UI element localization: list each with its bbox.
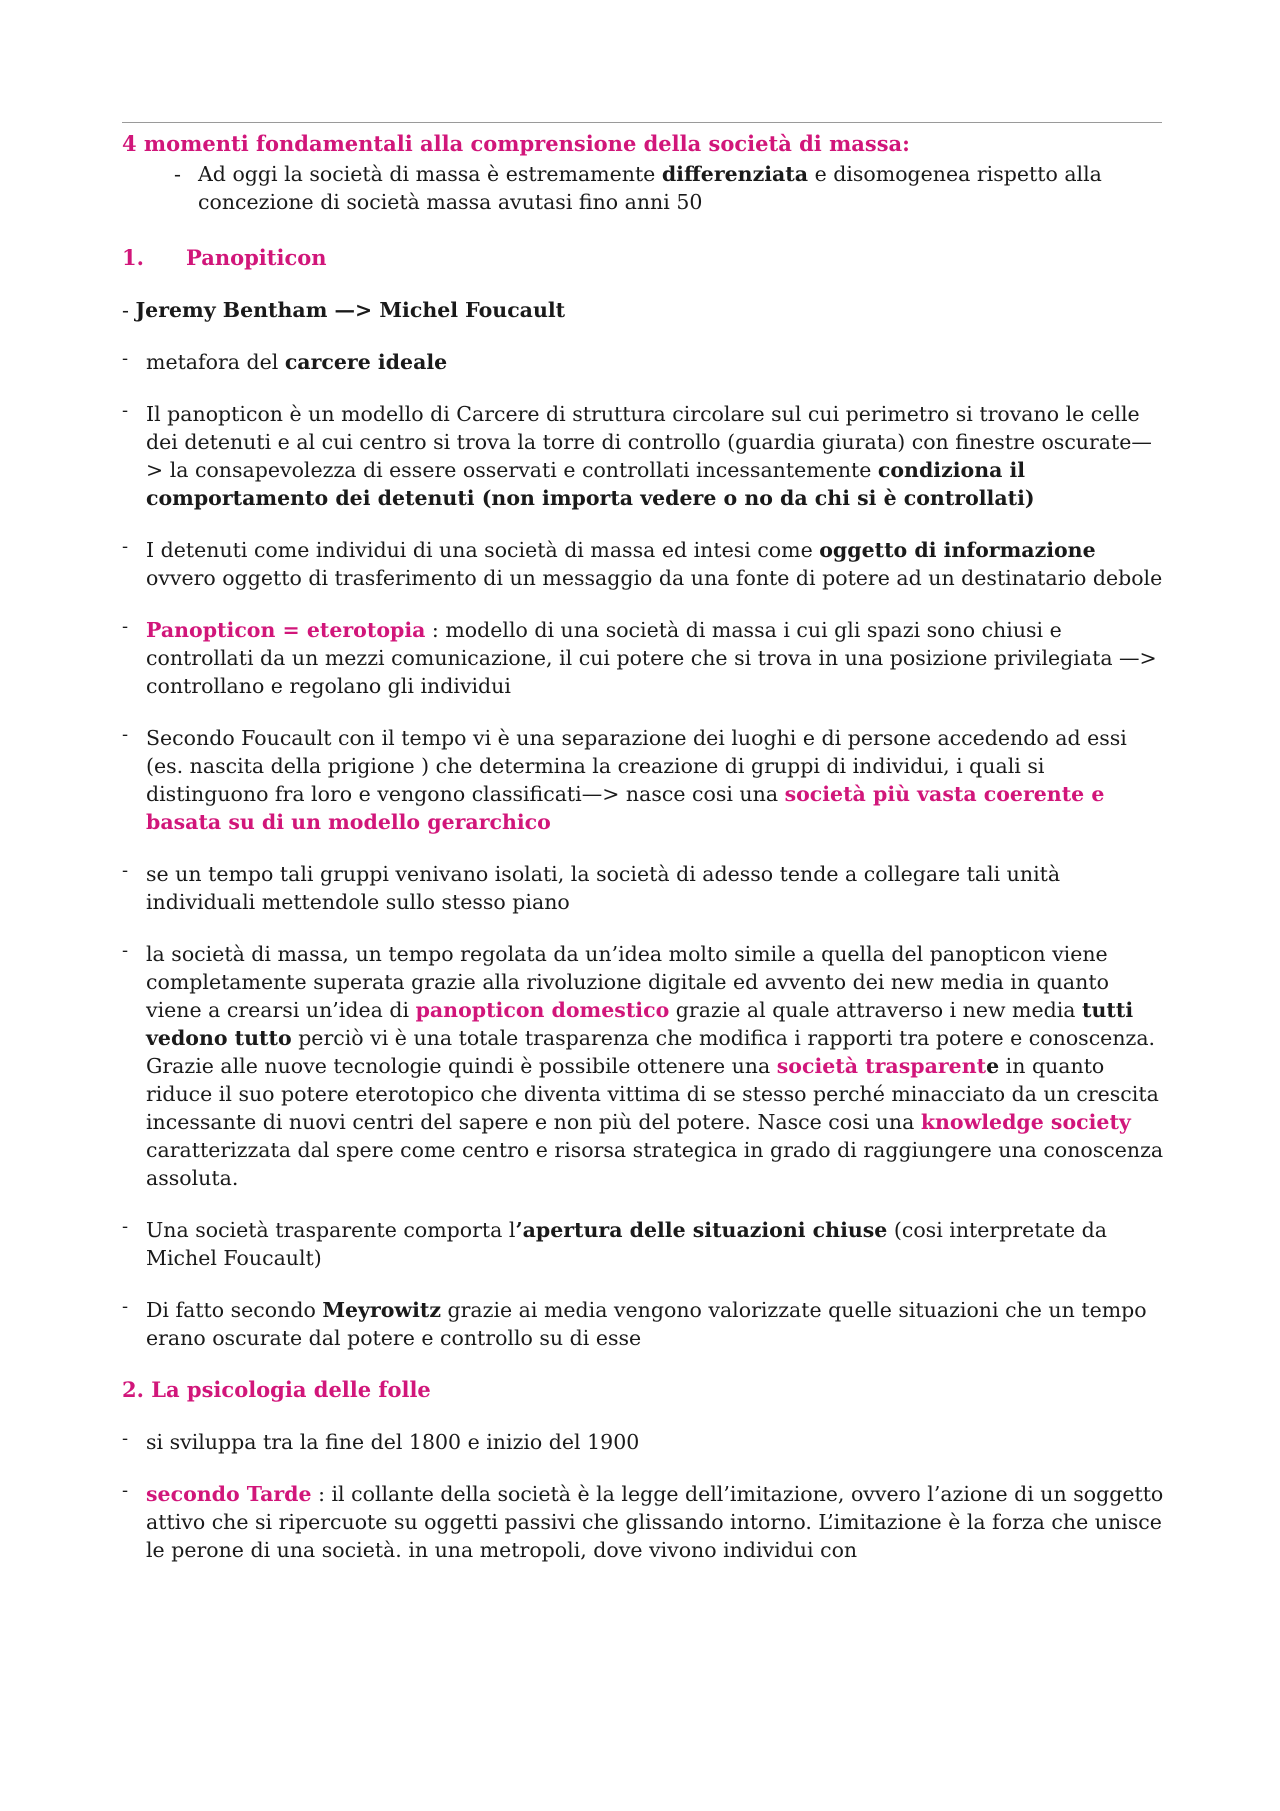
text: grazie ai media vengono valorizzate quelle situazioni che un tempo erano oscurate dal potere e controllo su di esse bbox=[146, 1298, 1147, 1350]
top-rule bbox=[122, 122, 1162, 123]
bullet-dash: - bbox=[122, 1296, 129, 1317]
text: metafora del bbox=[146, 350, 285, 374]
text: (cosi interpretate da Michel Foucault) bbox=[146, 1218, 1107, 1270]
text: ovvero oggetto di trasferimento di un messaggio da una fonte di potere ad un destinatario debole bbox=[146, 566, 1163, 590]
bullet-dash: - bbox=[122, 1216, 129, 1237]
list-item bbox=[122, 616, 1167, 700]
highlight-text: panopticon domestico bbox=[415, 998, 670, 1022]
text: I detenuti come individui di una società di massa ed intesi come bbox=[146, 538, 820, 562]
bold-text: tutti vedono tutto bbox=[146, 998, 1134, 1050]
list-item bbox=[122, 348, 1167, 376]
text: Ad oggi la società di massa è estremamente bbox=[198, 162, 662, 186]
text: : modello di una società di massa i cui gli spazi sono chiusi e controllati da un mezzi comunicazione, il cui potere che si trova in una posizione privilegiata —> controllano e regolano gli individui bbox=[146, 618, 1157, 698]
document-body bbox=[122, 130, 1167, 1564]
bullet-dash: - bbox=[122, 400, 129, 421]
list-item bbox=[122, 1428, 1167, 1456]
document-title: 4 momenti fondamentali alla comprensione della società di massa: bbox=[122, 131, 910, 156]
text: Il panopticon è un modello di Carcere di struttura circolare sul cui perimetro si trovano le celle dei detenuti e al cui centro si trova la torre di controllo (guardia giurata) con finestre oscurate—> la consapevolezza di essere osservati e controllati incessantemente bbox=[146, 402, 1152, 482]
bullet-dash: - bbox=[122, 298, 136, 322]
bold-text: Meyrowitz bbox=[322, 1298, 441, 1322]
text: perciò vi è una totale trasparenza che modifica i rapporti tra potere e conoscenza. Grazie alle nuove tecnologie quindi è possibile ottenere una bbox=[146, 1026, 1156, 1078]
bullet-dash: - bbox=[122, 536, 129, 557]
bold-text: oggetto di informazione bbox=[819, 538, 1096, 562]
bullet-dash: - bbox=[122, 616, 129, 637]
list-item bbox=[122, 1216, 1167, 1272]
highlight-text: Panopticon = eterotopia bbox=[146, 618, 426, 642]
bullet-dash: - bbox=[122, 348, 129, 369]
section-number: 1. bbox=[122, 245, 144, 270]
text: Secondo Foucault con il tempo vi è una separazione dei luoghi e di persone accedendo ad essi (es. nascita della prigione ) che determina la creazione di gruppi di individui, i quali si distinguono fra loro e vengono classificati—> nasce cosi una bbox=[146, 726, 1127, 806]
list-item bbox=[122, 940, 1167, 1192]
highlight-text: società più vasta coerente e basata su di un modello gerarchico bbox=[146, 782, 1105, 834]
bold-text: carcere ideale bbox=[284, 350, 448, 374]
bold-text: e bbox=[986, 1054, 1000, 1078]
text: e disomogenea rispetto alla concezione di società massa avutasi fino anni 50 bbox=[198, 162, 1102, 214]
authors-line bbox=[122, 296, 1167, 324]
section-1-heading bbox=[122, 244, 1167, 272]
section-title: Panopiticon bbox=[186, 245, 327, 270]
list-item bbox=[122, 536, 1167, 592]
text: Di fatto secondo bbox=[146, 1298, 323, 1322]
text: la società di massa, un tempo regolata da un’idea molto simile a quella del panopticon viene completamente superata grazie alla rivoluzione digitale ed avvento dei new media in quanto viene a crearsi un’idea di bbox=[146, 942, 1109, 1022]
list-item bbox=[122, 1296, 1167, 1352]
list-item bbox=[122, 1480, 1167, 1564]
highlight-text: società trasparent bbox=[776, 1054, 987, 1078]
bullet-dash: - bbox=[122, 1428, 129, 1449]
highlight-text: secondo Tarde bbox=[146, 1482, 312, 1506]
bold-text: ’apertura delle situazioni chiuse bbox=[515, 1218, 888, 1242]
text: caratterizzata dal spere come centro e risorsa strategica in grado di raggiungere una conoscenza assoluta. bbox=[146, 1138, 1164, 1190]
bullet-dash: - bbox=[122, 724, 129, 745]
authors-text: Jeremy Bentham —> Michel Foucault bbox=[135, 298, 566, 322]
bullet-dash: - bbox=[174, 162, 181, 186]
list-item bbox=[122, 860, 1167, 916]
bold-text: condiziona il comportamento dei detenuti (non importa vedere o no da chi si è controllati) bbox=[146, 458, 1035, 510]
highlight-text: knowledge society bbox=[920, 1110, 1131, 1134]
bullet-dash: - bbox=[122, 860, 129, 881]
text: si sviluppa tra la fine del 1800 e inizio del 1900 bbox=[146, 1430, 640, 1454]
text: se un tempo tali gruppi venivano isolati, la società di adesso tende a collegare tali unità individuali mettendole sullo stesso piano bbox=[146, 862, 1061, 914]
list-item bbox=[122, 400, 1167, 512]
text: grazie al quale attraverso i new media bbox=[669, 998, 1083, 1022]
text: : il collante della società è la legge dell’imitazione, ovvero l’azione di un soggetto attivo che si ripercuote su oggetti passivi che glissando intorno. L’imitazione è la forza che unisce le perone di una società. in una metropoli, dove vivono individui con bbox=[146, 1482, 1164, 1562]
bold-text: differenziata bbox=[661, 162, 809, 186]
list-item bbox=[122, 724, 1167, 836]
intro-item bbox=[122, 160, 1167, 216]
text: in quanto riduce il suo potere eterotopico che diventa vittima di se stesso perché minacciato da un crescita incessante di nuovi centri del sapere e non più del potere. Nasce cosi una bbox=[146, 1054, 1159, 1134]
bullet-dash: - bbox=[122, 1480, 129, 1501]
text: Una società trasparente comporta l bbox=[146, 1218, 516, 1242]
section-2-heading: 2. La psicologia delle folle bbox=[122, 1377, 431, 1402]
bullet-dash: - bbox=[122, 940, 129, 961]
